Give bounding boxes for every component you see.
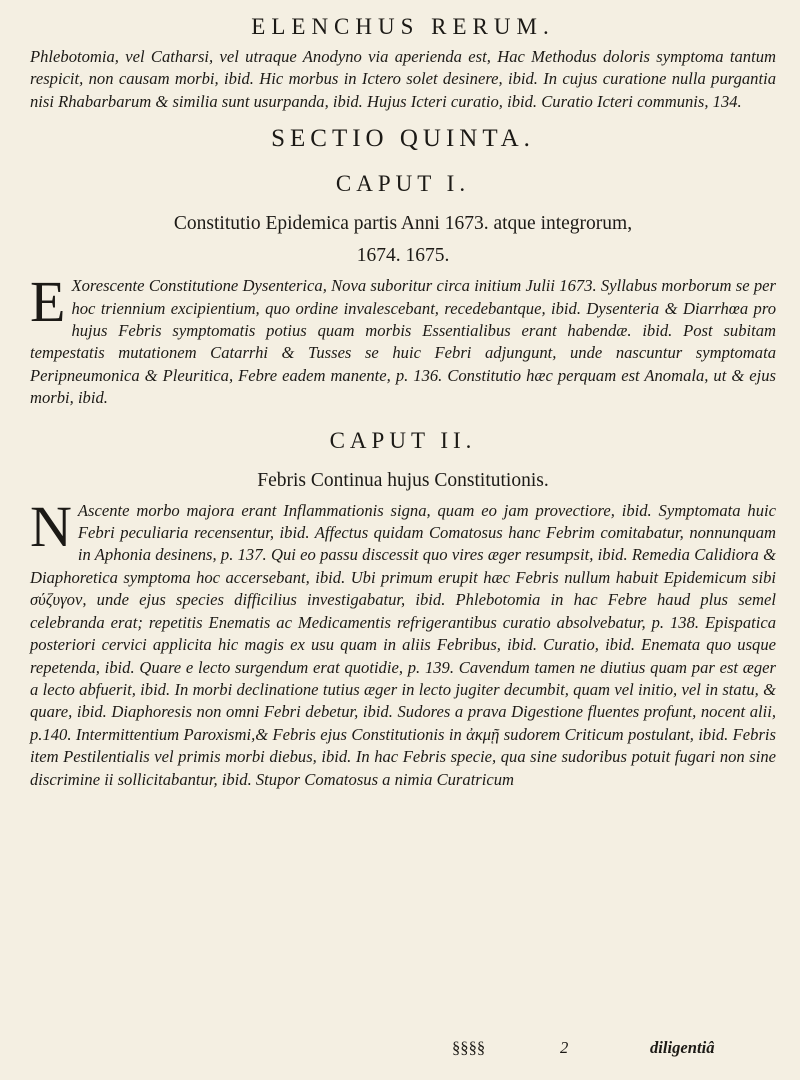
chapter-subtitle: Constitutio Epidemica partis Anni 1673. atque integrorum, xyxy=(173,213,633,235)
signature-mark: §§§§ xyxy=(452,1038,486,1057)
chapter-body-text: Xorescente Constitutione Dysenterica, Nova suboritur circa initium Julii 1673. Syllabus morborum se per hoc triennium excipientium, quo ordine invalescebant, recedebantque, ibid. Dysenteria & Diarrhœa pro hujus Febris symptomatis potius quam morbis Essentialibus erant habendæ. ibid. Post subitam tempestatis mutationem Catarrhi & Tusses se huic Febri adjungunt, unde nascuntur symptomata Peripneumonica & Pleuritica, Febre eadem manente, p. 136. Constitutio hæc perquam est Anomala, ut & ejus morbi, ibid. xyxy=(30,276,776,408)
signature-number: 2 xyxy=(560,1038,569,1057)
chapter-heading: CAPUT II. xyxy=(329,427,477,453)
drop-cap: E xyxy=(30,269,66,335)
section-title: SECTIO QUINTA. xyxy=(271,125,535,153)
chapter-1 xyxy=(30,171,776,409)
chapter-body-text: Ascente morbo majora erant Inflammationis signa, quam eo jam provectiore, ibid. Symptomata huic Febri peculiaria recensentur, ibid. Affectus quidam Comatosus hanc Febrim comitabatur, nonnunquam in Aphonia desinens, p. 137. Qui eo passu discessit quo vires æger resumpsit, ibid. Remedia Calidiora & Diaphoretica symptoma hoc accersebant, ibid. Ubi primum erupit hæc Febris nullum habuit Epidemicum sibi σύζυγον, unde ejus species difficilius investigabatur, ibid. Phlebotomia in hac Febre haud plus semel celebranda erat; repetitis Enematis ac Medicamentis refrigerantibus curatio absolvebatur, p. 138. Epispatica posteriori cervici applicita hic magis ex usu quam in aliis Febribus, ibid. Curatio, ibid. Enemata quo usque repetenda, ibid. Quare e lecto surgendum erat quotidie, p. 139. Cavendum tamen ne diutius quam par est æger a lecto abfuerit, ibid. In morbi declinatione tutius æger in lecto jugiter decumbit, quam vel initio, vel in statu, & quare, ibid. Diaphoresis non omni Febri debetur, ibid. Sudores a prava Digestione fluentes profunt, nocent alii, p.140. Intermittentium Paroxismi,& Febris ejus Constitutionis in ἀκμῇ sudorem Criticum postulant, ibid. Febris item Pestilentialis vel primis morbi diebus, ibid. In hac Febris specie, qua sine sudoribus potuit fugari non sine discrimine ii sollicitabantur, ibid. Stupor Comatosus a nimia Curatricum xyxy=(30,500,776,789)
intro-paragraph: Phlebotomia, vel Catharsi, vel utraque Anodyno via aperienda est, Hac Methodus doloris symptoma tantum respicit, non causam morbi, ibid. Hic morbus in Ictero solet desinere, ibid. In cujus curatione nulla purgantia nisi Rhabarbarum & similia sunt usurpanda, ibid. Hujus Icteri curatio, ibid. Curatio Icteri communis, 134. xyxy=(30,47,776,111)
chapter-2 xyxy=(30,428,776,791)
catchword: diligentiâ xyxy=(650,1038,715,1057)
chapter-heading: CAPUT I. xyxy=(335,171,471,197)
drop-cap: N xyxy=(30,493,72,559)
chapter-body xyxy=(30,269,776,409)
running-title: ELENCHUS RERUM. xyxy=(251,14,555,39)
chapter-subtitle-years: 1674. 1675. xyxy=(356,245,450,267)
chapter-body xyxy=(30,493,776,791)
chapter-subtitle: Febris Continua hujus Constitutionis. xyxy=(257,469,549,491)
book-page xyxy=(30,14,776,791)
